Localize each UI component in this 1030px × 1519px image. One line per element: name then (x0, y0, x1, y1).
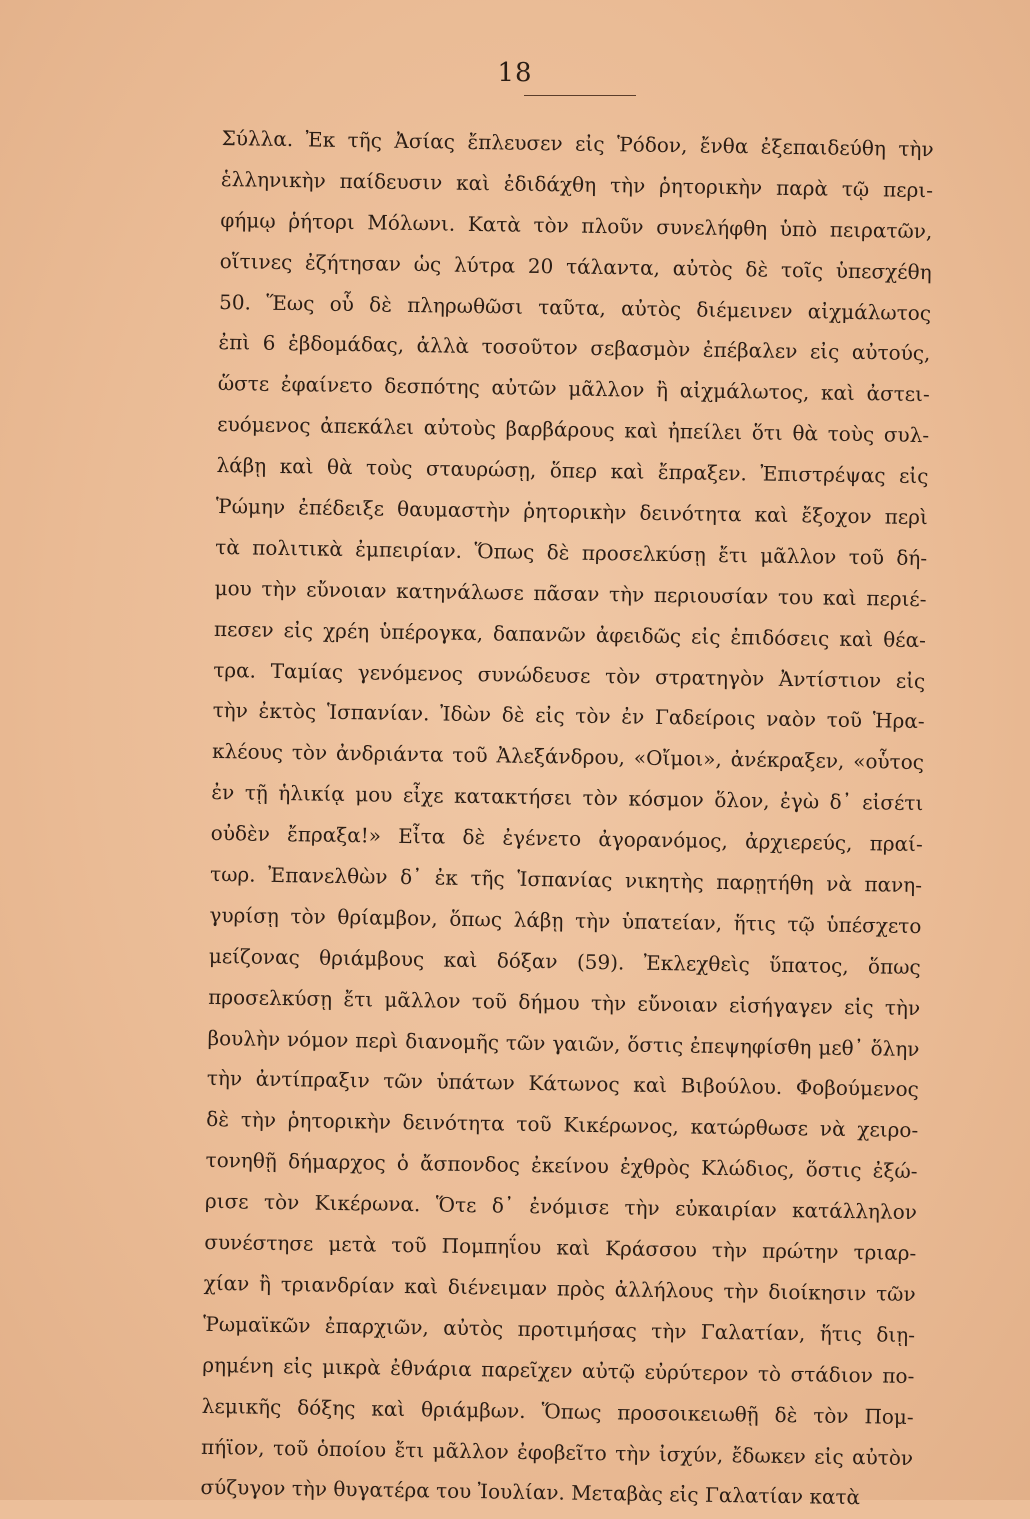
text-line: βουλὴν νόμον περὶ διανομῆς τῶν γαιῶν, ὅστις ἐπεψηφίσθη μεθ᾿ ὅλην (207, 1025, 920, 1061)
text-line: τρα. Ταμίας γενόμενος συνώδευσε τὸν στρατηγὸν Ἀντίστιον εἰς (213, 657, 926, 693)
text-line: συνέστησε μετὰ τοῦ Πομπηΐου καὶ Κράσσου τὴν πρώτην τριαρ- (204, 1229, 917, 1266)
text-line: τονηθῇ δήμαρχος ὁ ἄσπονδος ἐκείνου ἐχθρὸς Κλώδιος, ὅστις ἐξώ- (205, 1148, 918, 1184)
text-line: λεμικῆς δόξης καὶ θριάμβων. Ὅπως προσοικειωθῇ δὲ τὸν Πομ- (201, 1393, 914, 1429)
text-line: ευόμενος ἀπεκάλει αὐτοὺς βαρβάρους καὶ ἠπείλει ὅτι θὰ τοὺς συλ- (217, 412, 930, 448)
text-line: οἵτινες ἐζήτησαν ὡς λύτρα 20 τάλαντα, αὐτὸς δὲ τοῖς ὑπεσχέθη (219, 248, 932, 284)
text-line: λάβῃ καὶ θὰ τοὺς σταυρώσῃ, ὅπερ καὶ ἔπραξεν. Ἐπιστρέψας εἰς (216, 453, 929, 489)
text-line: Ῥώμην ἐπέδειξε θαυμαστὴν ῥητορικὴν δεινότητα καὶ ἔξοχον περὶ (215, 493, 929, 530)
text-line: ρημένη εἰς μικρὰ ἐθνάρια παρεῖχεν αὐτῷ εὐρύτερον τὸ στάδιον πο- (202, 1352, 915, 1388)
text-line: ἑλληνικὴν παίδευσιν καὶ ἐδιδάχθη τὴν ῥητορικὴν παρὰ τῷ περι- (220, 166, 934, 203)
text-line: ἐπὶ 6 ἑβδομάδας, ἀλλὰ τοσοῦτον σεβασμὸν ἐπέβαλεν εἰς αὐτούς, (218, 330, 931, 366)
text-line: Ῥωμαϊκῶν ἐπαρχιῶν, αὐτὸς προτιμήσας τὴν Γαλατίαν, ἥτις διῃ- (202, 1311, 916, 1347)
text-line: οὐδὲν ἔπραξα!» Εἶτα δὲ ἐγένετο ἀγορανόμος, ἀρχιερεύς, πραί- (210, 821, 923, 857)
body-text (200, 118, 934, 1519)
header-rule (524, 95, 636, 96)
text-line: χίαν ἢ τριανδρίαν καὶ διένειμαν πρὸς ἀλλήλους τὴν διοίκησιν τῶν (203, 1270, 916, 1306)
text-line: τὰ πολιτικὰ ἐμπειρίαν. Ὅπως δὲ προσελκύσῃ ἔτι μᾶλλον τοῦ δή- (215, 534, 928, 571)
text-line: 50. Ἕως οὗ δὲ πληρωθῶσι ταῦτα, αὐτὸς διέμεινεν αἰχμάλωτος (218, 289, 932, 325)
text-line: πήϊον, τοῦ ὁποίου ἔτι μᾶλλον ἐφοβεῖτο τὴν ἰσχύν, ἔδωκεν εἰς αὐτὸν (200, 1434, 914, 1470)
text-line: τωρ. Ἐπανελθὼν δ᾿ ἐκ τῆς Ἱσπανίας νικητὴς παρῃτήθη νὰ πανη- (209, 861, 923, 898)
text-line: ἐν τῇ ἡλικίᾳ μου εἶχε κατακτήσει τὸν κόσμον ὅλον, ἐγὼ δ᾿ εἰσέτι (211, 780, 924, 816)
text-line: Σύλλα. Ἐκ τῆς Ἀσίας ἔπλευσεν εἰς Ῥόδον, ἔνθα ἐξεπαιδεύθη τὴν (221, 125, 934, 162)
page-number: 18 (497, 58, 533, 88)
text-line: κλέους τὸν ἀνδριάντα τοῦ Ἀλεξάνδρου, «Οἴμοι», ἀνέκραξεν, «οὗτος (211, 739, 925, 775)
text-line: τὴν ἀντίπραξιν τῶν ὑπάτων Κάτωνος καὶ Βιβούλου. Φοβούμενος (206, 1066, 920, 1102)
text-line: δὲ τὴν ῥητορικὴν δεινότητα τοῦ Κικέρωνος, κατώρθωσε νὰ χειρο- (206, 1107, 919, 1143)
text-line: μείζονας θριάμβους καὶ δόξαν (59). Ἐκλεχθεὶς ὕπατος, ὅπως (208, 943, 921, 979)
text-line: γυρίσῃ τὸν θρίαμβον, ὅπως λάβῃ τὴν ὑπατείαν, ἥτις τῷ ὑπέσχετο (209, 902, 922, 939)
text-line: ρισε τὸν Κικέρωνα. Ὅτε δ᾿ ἐνόμισε τὴν εὐκαιρίαν κατάλληλον (204, 1189, 918, 1225)
text-line: ὥστε ἐφαίνετο δεσπότης αὐτῶν μᾶλλον ἢ αἰχμάλωτος, καὶ ἀστει- (217, 371, 930, 407)
text-line: μου τὴν εὔνοιαν κατηνάλωσε πᾶσαν τὴν περιουσίαν του καὶ περιέ- (214, 575, 927, 611)
text-line: πεσεν εἰς χρέη ὑπέρογκα, δαπανῶν ἀφειδῶς εἰς ἐπιδόσεις καὶ θέα- (213, 616, 927, 652)
text-line: φήμῳ ῥήτορι Μόλωνι. Κατὰ τὸν πλοῦν συνελήφθη ὑπὸ πειρατῶν, (220, 207, 933, 243)
text-line: προσελκύσῃ ἔτι μᾶλλον τοῦ δήμου τὴν εὔνοιαν εἰσήγαγεν εἰς τὴν (208, 984, 921, 1020)
text-line: σύζυγον τὴν θυγατέρα του Ἰουλίαν. Μεταβὰς εἰς Γαλατίαν κατὰ (200, 1475, 861, 1510)
text-line: τὴν ἐκτὸς Ἱσπανίαν. Ἰδὼν δὲ εἰς τὸν ἐν Γαδείροις ναὸν τοῦ Ἡρα- (212, 698, 925, 734)
